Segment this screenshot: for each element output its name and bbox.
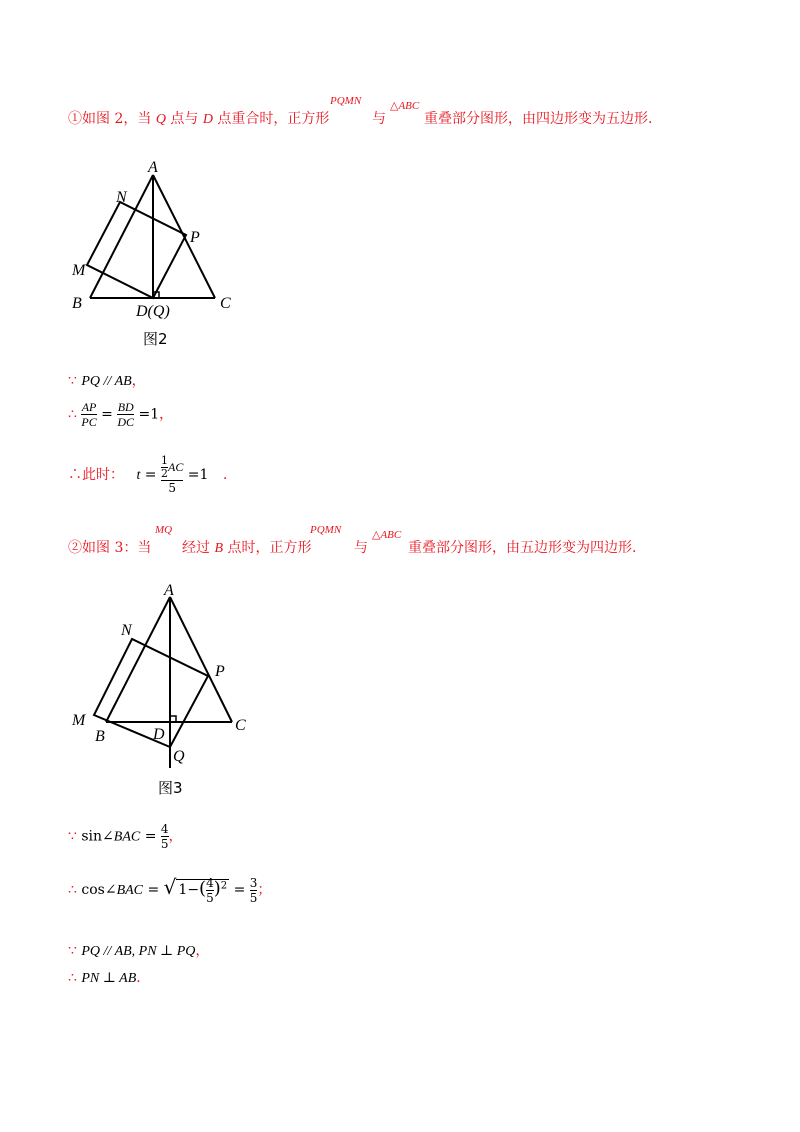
- and-2: 与: [354, 540, 368, 556]
- equals: =: [144, 828, 157, 845]
- square-pqmn: [87, 202, 186, 298]
- frac-num: 3: [249, 875, 258, 890]
- because-symbol: ∵: [68, 828, 77, 845]
- equals: =: [147, 882, 160, 898]
- frac-den: PC: [81, 415, 97, 429]
- fraction-bd-dc: [117, 400, 134, 429]
- frac-num: AP: [81, 400, 97, 414]
- label-b: B: [95, 728, 105, 745]
- one-half: [161, 455, 168, 480]
- frac-num: 4: [206, 875, 214, 890]
- point-d: D: [202, 112, 213, 127]
- frac-den: 5: [249, 890, 258, 905]
- fraction-t: [161, 455, 183, 495]
- label-dq: D(Q): [136, 303, 170, 320]
- figure-2: [60, 150, 260, 350]
- step1-tail: 重叠部分图形，由四边形变为五边形.: [424, 111, 653, 127]
- square-label-2: PQMN: [310, 524, 342, 536]
- step2-mid: [182, 537, 311, 557]
- sin-line: [68, 822, 183, 851]
- math-line-3: [68, 455, 227, 495]
- frac-num: 4: [160, 822, 169, 836]
- cos-line: [68, 875, 271, 905]
- step1-mid1: 点与: [170, 111, 199, 127]
- equals: =: [144, 467, 157, 483]
- step1-intro: ①如图 2，当: [68, 111, 152, 127]
- label-m: M: [72, 712, 86, 729]
- sin-prefix: sin∠: [81, 828, 114, 845]
- therefore-symbol: ∴: [68, 882, 77, 898]
- therefore-symbol: ∴: [68, 970, 77, 986]
- square-pqmn: [94, 639, 208, 747]
- figure-3: [65, 575, 265, 775]
- line1-tail: ，: [131, 373, 146, 389]
- label-p: P: [190, 229, 200, 246]
- frac-num: BD: [117, 400, 134, 414]
- line2-end: ，: [159, 406, 174, 423]
- equals-one: =1: [138, 406, 160, 423]
- five: 5: [168, 481, 176, 495]
- sqrt-sign: √: [163, 875, 177, 899]
- triangle-label-1: △ABC: [390, 100, 420, 112]
- frac-den: 5: [206, 890, 214, 905]
- t-numerator: [161, 455, 183, 481]
- step2-mid2: 点时，正方形: [227, 540, 312, 556]
- label-p: P: [215, 663, 225, 680]
- cos-prefix: cos∠: [81, 882, 117, 898]
- var-t: t: [136, 468, 141, 483]
- step2-intro: ②如图 3：当: [68, 540, 152, 556]
- therefore-prefix: ∴此时：: [68, 467, 124, 483]
- point-b: B: [214, 541, 224, 556]
- perp-end: ，: [195, 943, 210, 959]
- sqrt-content: 1−( $\frac{4}{5}$ )$^2$: [178, 875, 228, 905]
- sqrt-one: 1−: [178, 882, 200, 898]
- step2-mid1: 经过: [182, 540, 210, 556]
- equals: =: [101, 406, 113, 423]
- ac: AC: [167, 460, 184, 474]
- and-1: 与: [372, 111, 386, 127]
- therefore-symbol: ∴: [68, 406, 77, 423]
- point-q: Q: [155, 112, 166, 127]
- label-n: N: [121, 622, 132, 639]
- sin-arg: BAC: [113, 829, 141, 845]
- exponent: 2: [220, 880, 228, 892]
- perp-line: [68, 940, 209, 960]
- cos-end: ；: [257, 882, 272, 898]
- math-line-2: [68, 400, 173, 429]
- because-symbol: ∵: [68, 943, 77, 959]
- side-ac: [170, 597, 232, 722]
- step2-tail: 重叠部分图形，由五边形变为四边形.: [408, 540, 637, 556]
- square-label-1: PQMN: [330, 95, 362, 107]
- label-n: N: [116, 189, 127, 206]
- conclusion-line: [68, 970, 141, 987]
- parallel-statement: PQ // AB: [81, 374, 132, 389]
- label-c: C: [220, 295, 231, 312]
- fraction-inner: [206, 876, 214, 905]
- figure-2-caption: 图2: [143, 330, 168, 348]
- step1-mid2: 点重合时，正方形: [217, 111, 330, 127]
- label-b: B: [72, 295, 82, 312]
- sin-end: ，: [168, 828, 183, 845]
- label-a: A: [164, 582, 174, 599]
- conclusion-end: .: [136, 970, 141, 986]
- half-den: 2: [160, 467, 168, 480]
- fraction-four-fifths: [161, 822, 169, 851]
- conclusion-statement: PN ⊥ AB: [81, 971, 137, 986]
- label-a: A: [148, 159, 158, 176]
- because-symbol: ∵: [68, 373, 77, 389]
- equals: =: [233, 882, 246, 898]
- triangle-label-2: △ABC: [372, 529, 402, 541]
- math-line-1: [68, 370, 146, 390]
- figure-3-caption: 图3: [158, 779, 183, 797]
- label-m: M: [72, 262, 86, 279]
- fraction-ap-pc: [81, 400, 96, 429]
- equals-one: =1: [187, 467, 209, 483]
- perp-statement: PQ // AB, PN ⊥ PQ: [81, 944, 196, 959]
- mq-label: MQ: [155, 524, 173, 536]
- label-d: D: [153, 726, 165, 743]
- label-q: Q: [173, 748, 185, 765]
- frac-den: 5: [160, 837, 169, 851]
- step1-heading: [68, 108, 329, 128]
- frac-den: DC: [117, 415, 135, 429]
- side-ab: [106, 597, 170, 722]
- cos-arg: BAC: [116, 883, 144, 898]
- label-c: C: [235, 717, 246, 734]
- line3-end: .: [222, 467, 228, 483]
- half-num: 1: [160, 454, 168, 467]
